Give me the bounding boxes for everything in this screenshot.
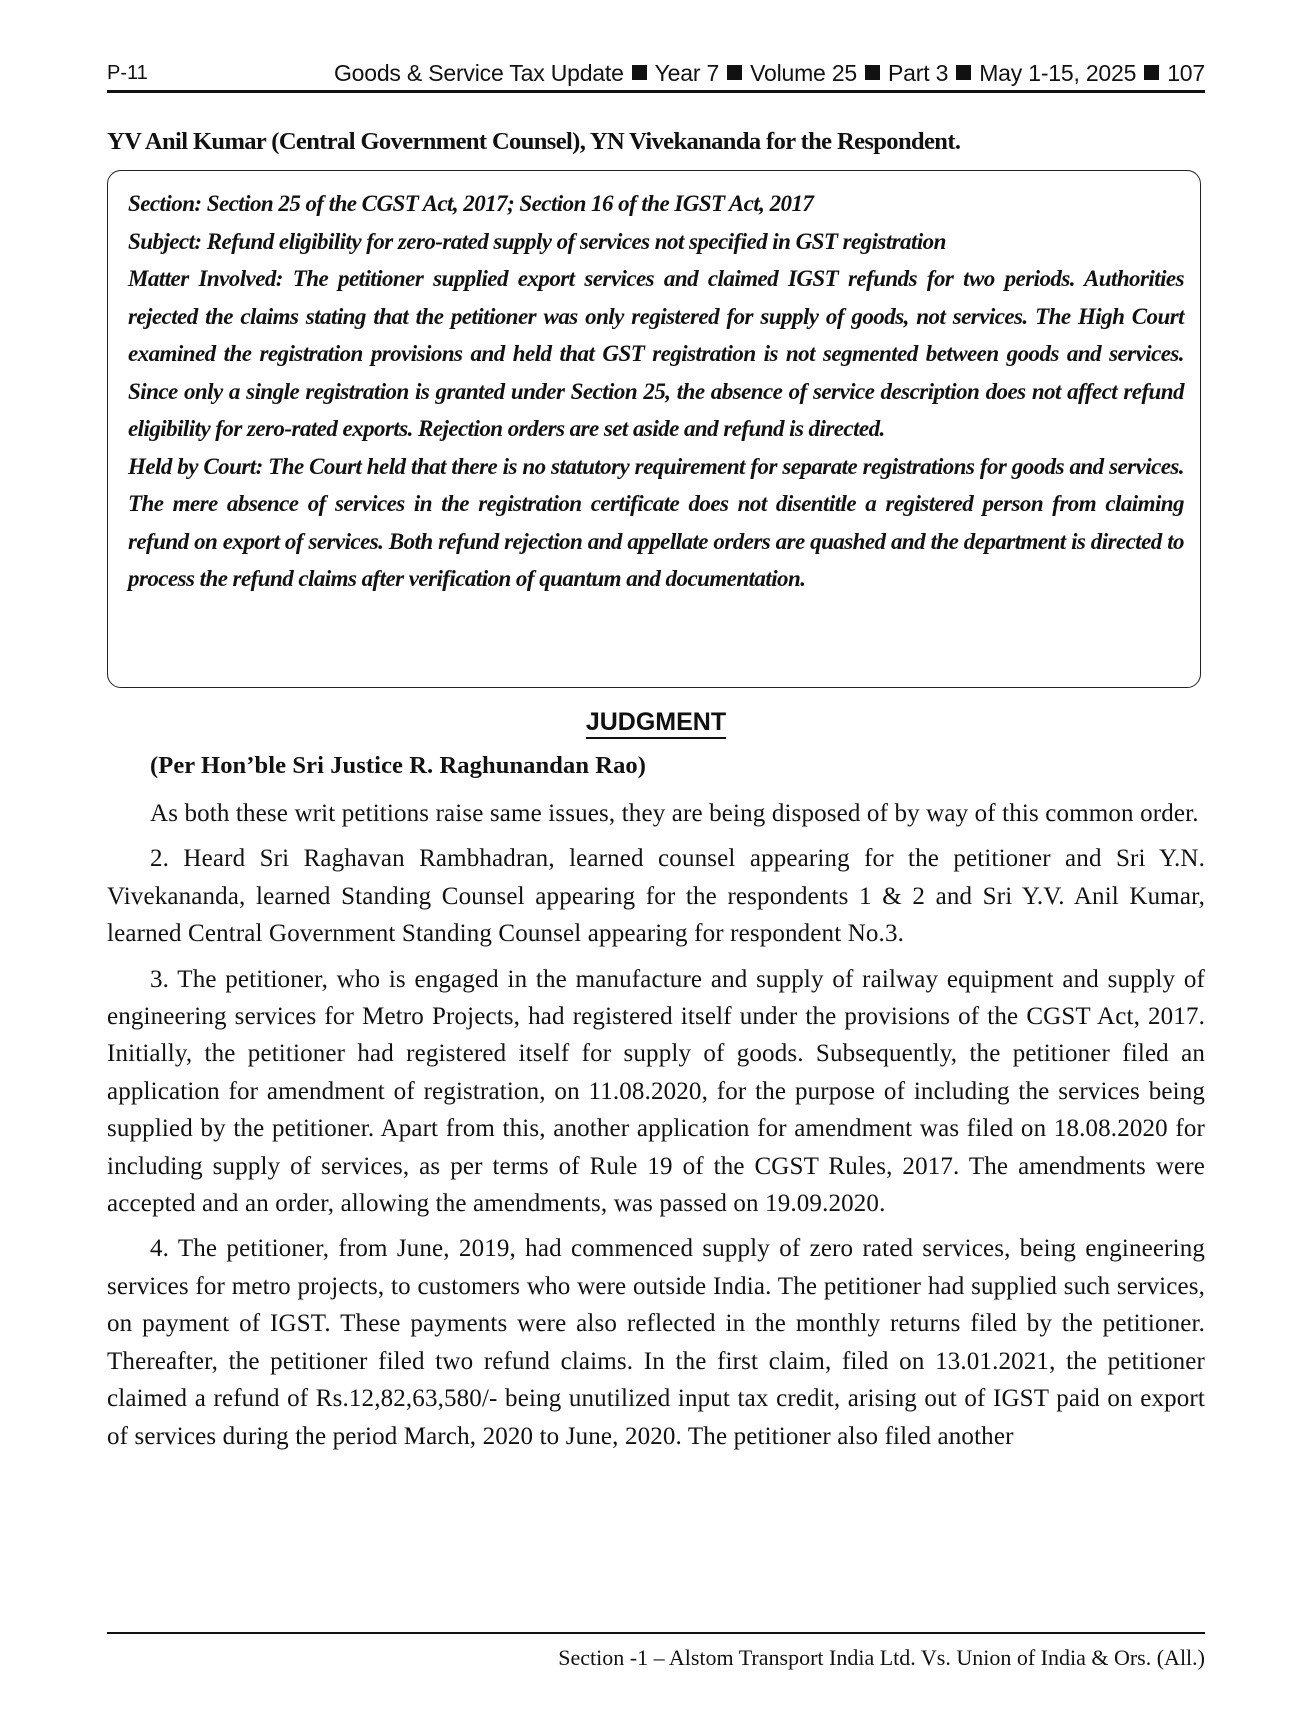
summary-subject: Subject: Refund eligibility for zero-rated supply of services not specified in GST registration [128,228,946,254]
square-bullet-icon [632,65,647,80]
footer-divider [107,1632,1205,1634]
header-divider [107,90,1205,93]
page-label: P-11 [107,62,148,84]
judge-attribution: (Per Hon’ble Sri Justice R. Raghunandan Rao) [150,752,647,779]
year-label: Year 7 [654,60,720,86]
square-bullet-icon [956,65,971,80]
paragraph: 4. The petitioner, from June, 2019, had commenced supply of zero rated services, being engineering services for metro projects, to customers who were outside India. The petitioner had supplied such services, on payment of IGST. These payments were also reflected in the monthly returns filed by the petitioner. Thereafter, the petitioner filed two refund claims. In the first claim, filed on 13.01.2021, the petitioner claimed a refund of Rs.12,82,63,580/- being unutilized input tax credit, arising out of IGST paid on export of services during the period March, 2020 to June, 2020. The petitioner also filed another [107,1235,1205,1450]
part-label: Part 3 [888,60,949,86]
judgment-body [107,795,1205,1463]
publication-name: Goods & Service Tax Update [333,60,624,86]
issue-date: May 1-15, 2025 [979,60,1137,86]
summary-held-by-court: Held by Court: The Court held that there is no statutory requirement for separate registrations for goods and services. The mere absence of services in the registration certificate does not disentitle a registered person from claiming refund on export of services. Both refund rejection and appellate orders are quashed and the department is directed to process the refund claims after verification of quantum and documentation. [128,453,1184,591]
paragraph: 2. Heard Sri Raghavan Rambhadran, learned counsel appearing for the petitioner and Sri Y.N. Vivekananda, learned Standing Counsel appearing for the respondents 1 & 2 and Sri Y.V. Anil Kumar, learned Central Government Standing Counsel appearing for respondent No.3. [107,845,1205,948]
case-summary-box [107,170,1201,688]
counsel-line: YV Anil Kumar (Central Government Counsel), YN Vivekananda for the Respondent. [107,128,961,155]
judgment-title: JUDGMENT [586,708,726,739]
summary-matter-involved: Matter Involved: The petitioner supplied export services and claimed IGST refunds for two periods. Authorities rejected the claims stating that the petitioner was only registered for supply of goods, not services. The High Court examined the registration provisions and held that GST registration is not segmented between goods and services. Since only a single registration is granted under Section 25, the absence of service description does not affect refund eligibility for zero-rated exports. Rejection orders are set aside and refund is directed. [128,266,1184,441]
square-bullet-icon [1144,65,1159,80]
page-footer: Section -1 – Alstom Transport India Ltd. Vs. Union of India & Ors. (All.) [558,1645,1205,1670]
judgment-heading [107,708,1205,737]
running-title [334,60,1205,87]
paragraph: 3. The petitioner, who is engaged in the manufacture and supply of railway equipment and supply of engineering services for Metro Projects, had registered itself under the provisions of the CGST Act, 2017. Initially, the petitioner had registered itself for supply of goods. Subsequently, the petitioner filed an application for amendment of registration, on 11.08.2020, for the purpose of including the services being supplied by the petitioner. Apart from this, another application for amendment was filed on 18.08.2020 for including supply of services, as per terms of Rule 19 of the CGST Rules, 2017. The amendments were accepted and an order, allowing the amendments, was passed on 19.09.2020. [107,965,1205,1218]
square-bullet-icon [865,65,880,80]
volume-label: Volume 25 [750,60,858,86]
page-header [107,60,1205,90]
square-bullet-icon [727,65,742,80]
page-number: 107 [1167,60,1205,86]
paragraph: As both these writ petitions raise same issues, they are being disposed of by way of this common order. [150,800,1199,827]
summary-section: Section: Section 25 of the CGST Act, 2017; Section 16 of the IGST Act, 2017 [128,191,814,216]
